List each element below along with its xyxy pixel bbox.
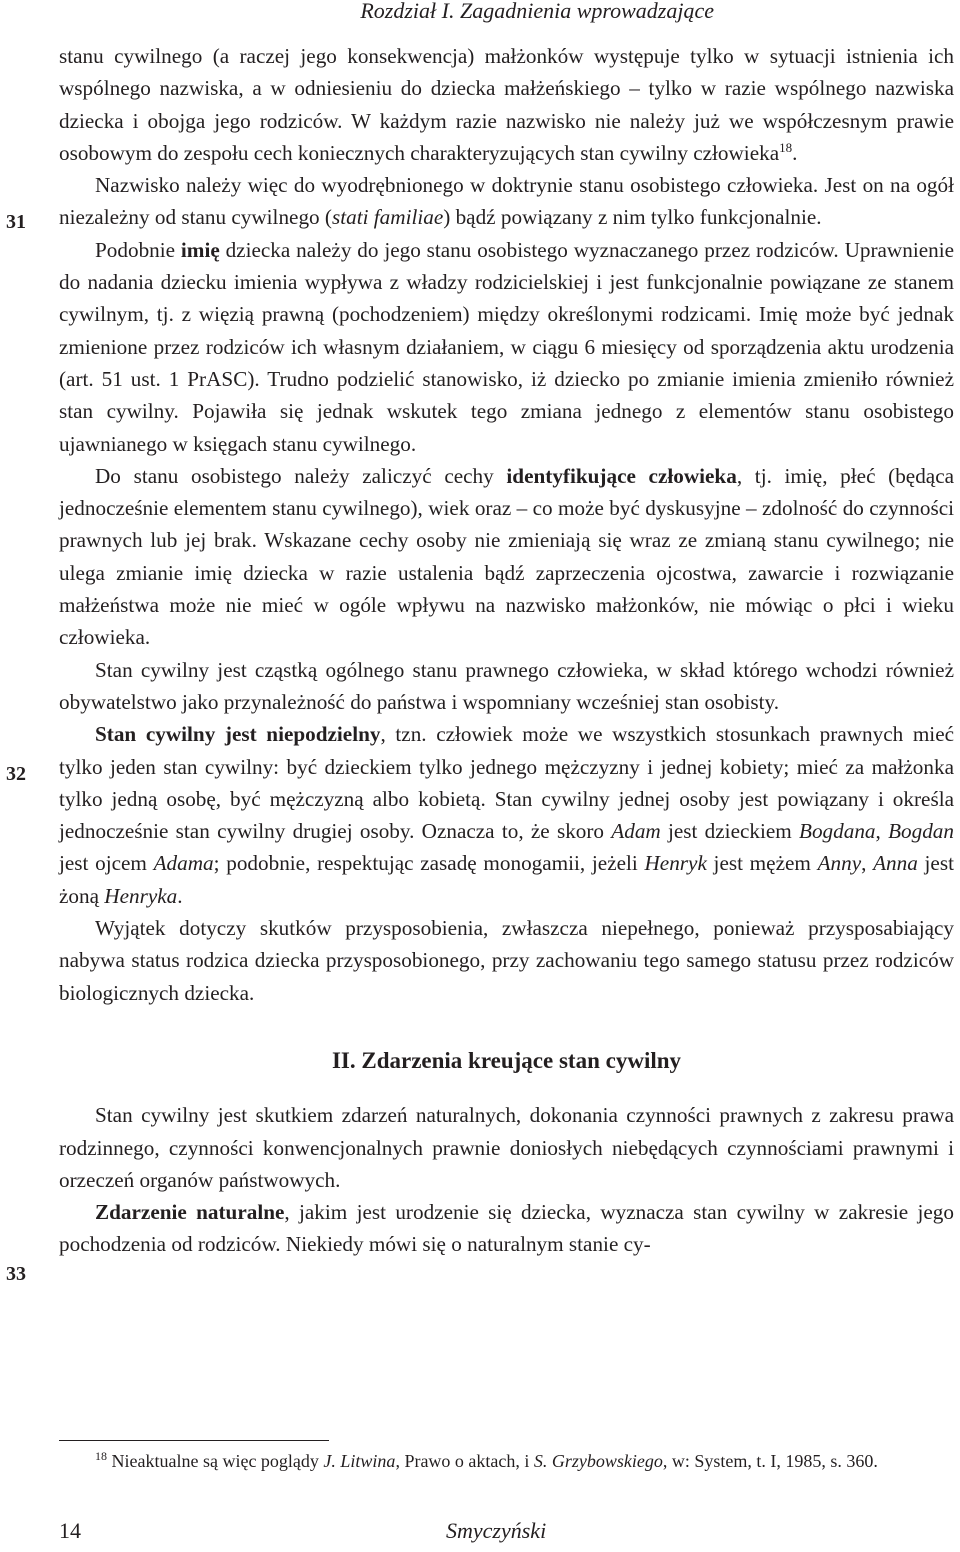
footer-author: Smyczyński: [446, 1518, 547, 1543]
emphasis: imię: [180, 237, 220, 262]
paragraph: Stan cywilny jest niepodzielny, tzn. człowiek może we wszystkich stosunkach prawnych mieć tylko jeden stan cywilny: być dzieckiem tylko jednego mężczyzny i jednej kobiety; mieć za małżonka tylko jedną osobę, być mężczyzną albo kobietą. Stan cywilny jednej osoby jest powiązany i określa jednocześnie stan cywilny drugiej osoby. Oznacza to, że skoro Adam jest dzieckiem Bogdana, Bogdan jest ojcem Adama; podobnie, respektując zasadę monogamii, jeżeli Henryk jest mężem Anny, Anna jest żoną Henryka.: [59, 722, 955, 908]
running-header: Rozdział I. Zagadnienia wprowadzające: [360, 0, 714, 23]
footnote-number: 18: [95, 1449, 107, 1463]
margin-number: 32: [6, 763, 26, 785]
paragraph: Zdarzenie naturalne, jakim jest urodzenie się dziecka, wyznacza stan cywilny w zakresie jego pochodzenia od rodziców. Niekiedy mówi się o naturalnym stanie cy-: [59, 1200, 954, 1257]
emphasis: identyfikujące człowieka: [506, 463, 737, 488]
page-number: 14: [59, 1518, 81, 1543]
paragraph: Do stanu osobistego należy zaliczyć cechy identyfikujące człowieka, tj. imię, płeć (będąca jednocześnie elementem stanu cywilnego), wiek oraz – co może być dyskusyjne – zdolność do czynności prawnych lub jej brak. Wskazane cechy osoby nie zmieniają się wraz ze zmianą stanu cywilnego; nie ulega zmianie imię dziecka w razie ustalenia bądź zaprzeczenia ojcostwa, zawarcie i rozwiązanie małżeństwa może nie mieć w ogóle wpływu na nazwisko małżonków, nie mówiąc o płci i wieku człowieka.: [59, 463, 955, 650]
paragraph: stanu cywilnego (a raczej jego konsekwencja) małżonków występuje tylko w sytuacji istnienia ich wspólnego nazwiska, a w odniesieniu do dziecka małżeńskiego – tylko w razie wspólnego nazwiska dziecka i obojga jego rodziców. W każdym razie nazwisko nie należy już we współczesnym prawie osobowym do zespołu cech koniecznych charakteryzujących stan cywilny człowieka$^{18}$.: [59, 44, 954, 165]
paragraph: Stan cywilny jest cząstką ogólnego stanu prawnego człowieka, w skład którego wchodzi również obywatelstwo jako przynależność do państwa i wspomniany wcześniej stan osobisty.: [59, 657, 954, 714]
margin-number: 31: [6, 211, 26, 233]
footnote: $^{18}$ Nieaktualne są więc poglądy J. Litwina, Prawo o aktach, i S. Grzybowskiego, w: System, t. I, 1985, s. 360.: [95, 1449, 878, 1471]
margin-number: 33: [6, 1263, 26, 1285]
footnote-ref[interactable]: 18: [779, 139, 793, 155]
paragraph: Podobnie imię dziecka należy do jego stanu osobistego wyznaczanego przez rodziców. Uprawnienie do nadania dziecku imienia wypływa z władzy rodzicielskiej i jest funkcjonalnie powiązane ze stanem cywilnym, tj. z więzią prawną (pochodzeniem) między określonymi rodzicami. Imię może być jednak zmienione przez rodziców ich własnym działaniem, w ciągu 6 miesięcy od sporządzenia aktu urodzenia (art. 51 ust. 1 PrASC). Trudno podzielić stanowisko, iż dziecko po zmianie imienia zmieniło również stan cywilny. Pojawiła się jednak wskutek tego zmiana jednego z elementów stanu osobistego ujawnianego w księgach stanu cywilnego.: [59, 237, 955, 456]
emphasis: Zdarzenie naturalne: [95, 1200, 285, 1225]
paragraph: Wyjątek dotyczy skutków przysposobienia, zwłaszcza niepełnego, ponieważ przysposabiający nabywa status rodzica dziecka przysposobionego, przy zachowaniu tego samego statusu przez rodziców biologicznych dziecka.: [59, 916, 954, 1005]
emphasis: Stan cywilny jest niepodzielny: [95, 722, 381, 747]
section-heading: II. Zdarzenia kreujące stan cywilny: [331, 1047, 682, 1073]
main-text: [59, 40, 954, 1261]
paragraph: Nazwisko należy więc do wyodrębnionego w doktrynie stanu osobistego człowieka. Jest on na ogół niezależny od stanu cywilnego (stati familiae) bądź powiązany z nim tylko funkcjonalnie.: [59, 173, 954, 230]
footnote-divider: [59, 1440, 329, 1441]
paragraph: Stan cywilny jest skutkiem zdarzeń naturalnych, dokonania czynności prawnych z zakresu prawa rodzinnego, czynności konwencjonalnych prawnie doniosłych niebędących czynnościami prawnymi i orzeczeń organów państwowych.: [59, 1103, 954, 1192]
